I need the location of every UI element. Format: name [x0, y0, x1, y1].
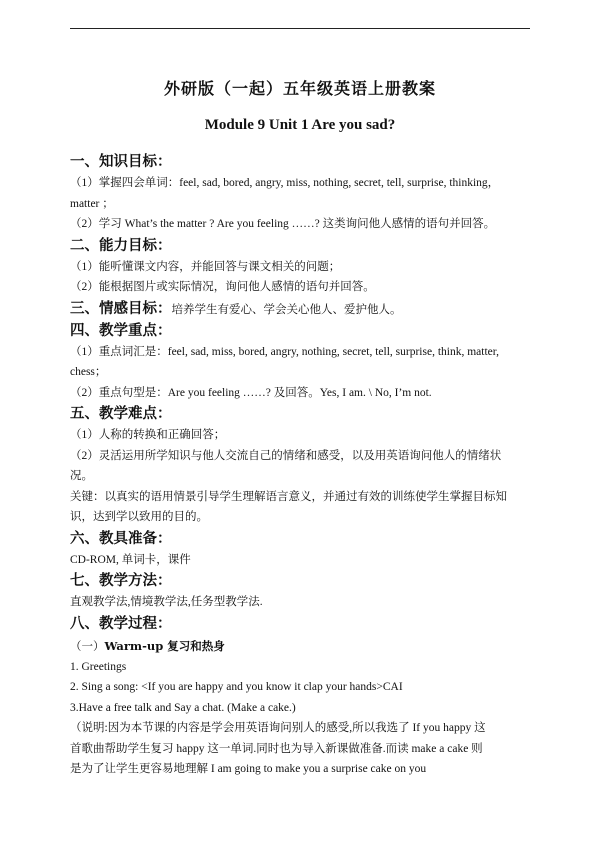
process-note-line-2: 首歌曲帮助学生复习 happy 这一单词.同时也为导入新课做准备.而读 make a cake 则	[70, 742, 483, 755]
process-note-line-3: 是为了让学生更容易地理解 I am going to make you a surprise cake on you	[70, 763, 427, 775]
ability-item-2: （2）能根据图片或实际情况，询问他人感情的语句并回答。	[70, 281, 375, 293]
difficulty-item-1: （1）人称的转换和正确回答；	[70, 429, 226, 441]
section-emotion-heading	[70, 298, 532, 320]
knowledge-item-1-cont: matter ；	[70, 197, 114, 210]
knowledge-item-1: （1）掌握四会单词：feel, sad, bored, angry, miss, nothing, secret, tell, surprise, thinking，	[70, 177, 500, 189]
key-vocab-line: （1）重点词汇是：feel, sad, miss, bored, angry, nothing, secret, tell, surprise, think, matter,	[70, 345, 500, 358]
difficulty-item-2-cont: 况。	[70, 470, 93, 482]
difficulty-item-2: （2）灵活运用所学知识与他人交流自己的情绪和感受，以及用英语询问他人的情绪状	[70, 449, 502, 462]
section-difficulty-heading: 五、教学难点：	[70, 405, 172, 422]
section-methods-heading: 七、教学方法：	[70, 572, 172, 589]
emotion-goal-text: 培养学生有爱心、学会关心他人、爱护他人。	[171, 301, 402, 316]
ability-item-1: （1）能听懂课文内容，并能回答与课文相关的问题；	[70, 260, 341, 273]
header-rule	[70, 28, 530, 29]
section-ability-heading: 二、能力目标：	[70, 236, 172, 254]
process-step-2: 2. Sing a song: <If you are happy and you know it clap your hands>CAI	[70, 681, 403, 693]
warmup-label-rest: 复习和热身	[163, 638, 225, 653]
key-vocab-line-cont: chess；	[70, 366, 107, 378]
section-process-heading: 八、教学过程：	[70, 614, 172, 632]
document-title: 外研版（一起）五年级英语上册教案	[163, 79, 436, 98]
process-step-3: 3.Have a free talk and Say a chat. (Make a cake.)	[70, 701, 296, 714]
process-step-1: 1. Greetings	[70, 660, 127, 673]
section-materials-heading: 六、教具准备：	[70, 529, 172, 547]
warmup-subheading	[70, 635, 532, 657]
knowledge-item-2: （2）学习 What’s the matter ? Are you feeling ……? 这类询问他人感情的语句并回答。	[70, 218, 496, 230]
section-knowledge-heading: 一、知识目标：	[70, 153, 172, 170]
warmup-prefix: （一）	[70, 638, 105, 653]
process-note-line-1: （说明:因为本节课的内容是学会用英语询问别人的感受,所以我选了 If you happy 这	[70, 722, 486, 734]
key-sentence-line: （2）重点句型是：Are you feeling ……? 及回答。Yes, I am. \ No, I’m not.	[70, 386, 432, 399]
section-key-points-heading: 四、教学重点：	[70, 321, 172, 339]
document-body	[70, 151, 532, 780]
emotion-heading-label: 三、情感目标：	[70, 299, 172, 317]
document-subtitle: Module 9 Unit 1 Are you sad?	[204, 117, 396, 133]
difficulty-key-line-cont: 识，达到学以致用的目的。	[70, 511, 208, 523]
difficulty-key-line: 关键：以真实的语用情景引导学生理解语言意义，并通过有效的训练使学生掌握目标知	[70, 490, 507, 503]
warmup-label: Warm-up	[104, 638, 164, 653]
materials-list: CD-ROM, 单词卡，课件	[70, 553, 191, 566]
methods-list: 直观教学法,情境教学法,任务型教学法.	[70, 596, 263, 608]
